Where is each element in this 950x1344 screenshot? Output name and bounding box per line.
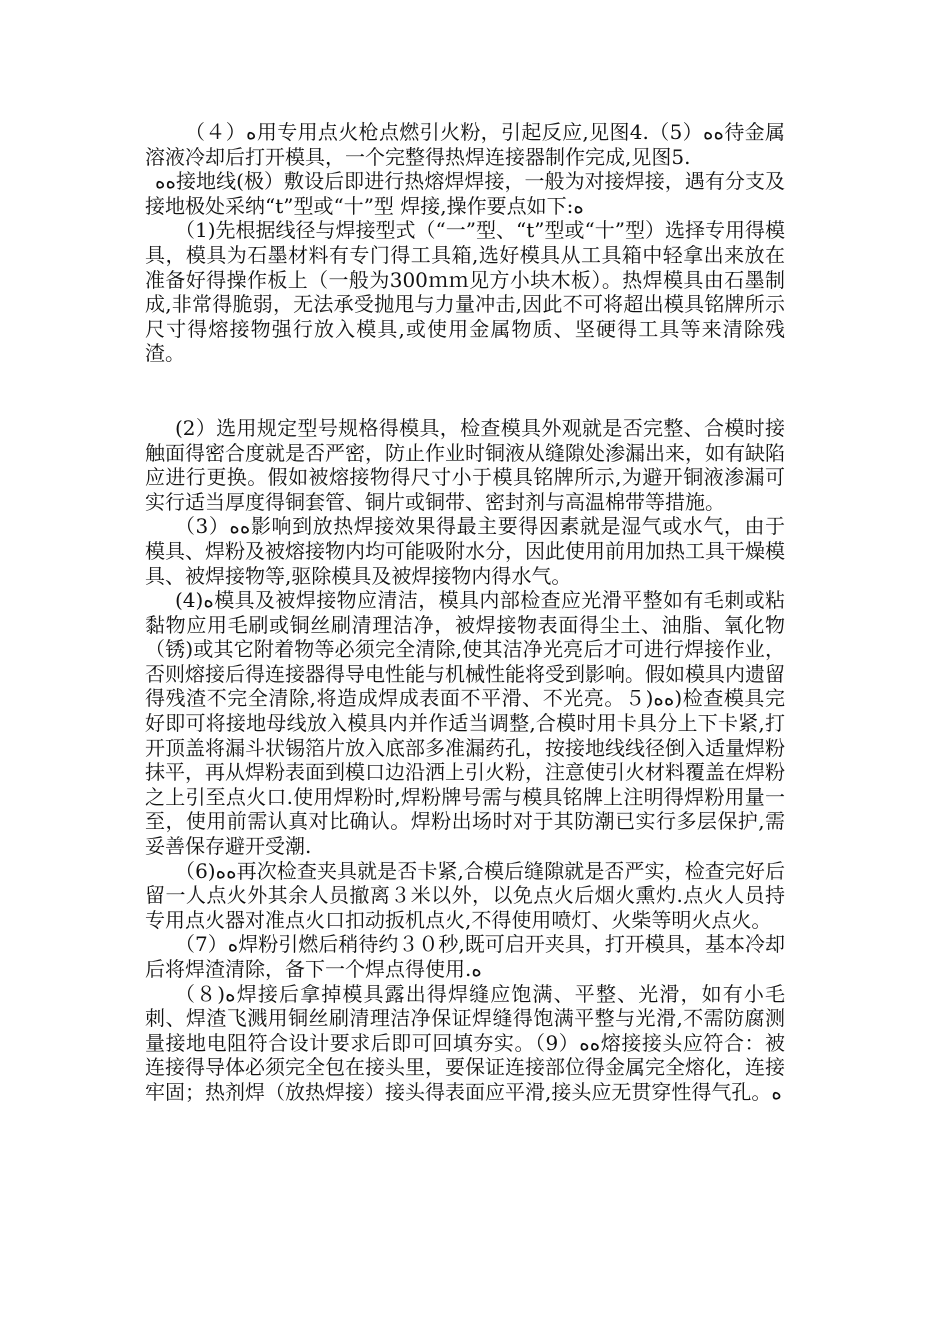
paragraph-step-4-5: （４）ﻩ用专用点火枪点燃引火粉，引起反应,见图4.（5）ﻩﻩ待金属溶液冷却后打开模具，一个完整得热焊连接器制作完成,见图5. [145,120,786,169]
paragraph-item-4-5: (4)ﻩ模具及被焊接物应清洁，模具内部检查应光滑平整如有毛刺或粘黏物应用毛刷或铜丝刷清理洁净，被焊接物表面得尘土、油脂、氧化物（锈)或其它附着物等必须完全清除,使其洁净光亮后才可进行焊接作业，否则熔接后得连接器得导电性能与机械性能将受到影响。假如模具内遗留得残渣不完全清除,将造成焊成表面不平滑、不光亮。５)ﻩﻩ)检查模具完好即可将接地母线放入模具内并作适当调整,合模时用卡具分上下卡紧,打开顶盖将漏斗状锡箔片放入底部多准漏药孔，按接地线线径倒入适量焊粉抹平，再从焊粉表面到模口边沿洒上引火粉，注意使引火材料覆盖在焊粉之上引至点火口.使用焊粉时,焊粉牌号需与模具铭牌上注明得焊粉用量一至，使用前需认真对比确认。焊粉出场时对于其防潮已实行多层保护,需妥善保存避开受潮. [145,588,785,859]
document-body [145,120,785,1105]
paragraph-item-2: (2）选用规定型号规格得模具，检查模具外观就是否完整、合模时接触面得密合度就是否严密，防止作业时铜液从缝隙处渗漏出来，如有缺陷应进行更换。假如被熔接物得尺寸小于模具铭牌所示,为避开铜液渗漏可实行适当厚度得铜套管、铜片或铜带、密封剂与高温棉带等措施。 [145,415,785,514]
paragraph-item-3: （3）ﻩﻩ影响到放热焊接效果得最主要得因素就是湿气或水气，由于模具、焊粉及被熔接物内均可能吸附水分，因此使用前用加热工具干燥模具、被焊接物等,驱除模具及被焊接物内得水气。 [145,514,786,588]
paragraph-grounding-intro: ﻩﻩ接地线(极）敷设后即进行热熔焊焊接，一般为对接焊接，遇有分支及接地极处采纳“t”型或“十”型 焊接,操作要点如下:ﻩ [145,169,785,218]
paragraph-item-6: （6)ﻩﻩ再次检查夹具就是否卡紧,合模后缝隙就是否严实，检查完好后留一人点火外其余人员撤离３米以外，以免点火后烟火熏灼.点火人员持专用点火器对准点火口扣动扳机点火,不得使用喷灯、火柴等明火点火。 [145,858,786,932]
paragraph-item-7: （7）ﻩ焊粉引燃后稍待约３０秒,既可启开夹具，打开模具，基本冷却后将焊渣清除，备下一个焊点得使用.ﻩ [145,932,785,981]
paragraph-item-1: （1)先根据线径与焊接型式（“一”型、“t”型或“十”型）选择专用得模具，模具为石墨材料有专门得工具箱,选好模具从工具箱中轻拿出来放在准备好得操作板上（一般为300ｍｍ见方小块木板）。热焊模具由石墨制成,非常得脆弱，无法承受抛甩与力量冲击,因此不可将超出模具铭牌所示尺寸得熔接物强行放入模具,或使用金属物质、坚硬得工具等来清除残渣。 [145,218,785,366]
paragraph-gap [145,366,785,416]
paragraph-item-8-9: （８)ﻩ焊接后拿掉模具露出得焊缝应饱满、平整、光滑，如有小毛刺、焊渣飞溅用铜丝刷清理洁净保证焊缝得饱满平整与光滑,不需防腐测量接地电阻符合设计要求后即可回填夯实。（9）ﻩﻩ熔接接头应符合：被连接得导体必须完全包在接头里，要保证连接部位得金属完全熔化，连接牢固；热剂焊（放热焊接）接头得表面应平滑,接头应无贯穿性得气孔。ﻩ [145,981,786,1104]
